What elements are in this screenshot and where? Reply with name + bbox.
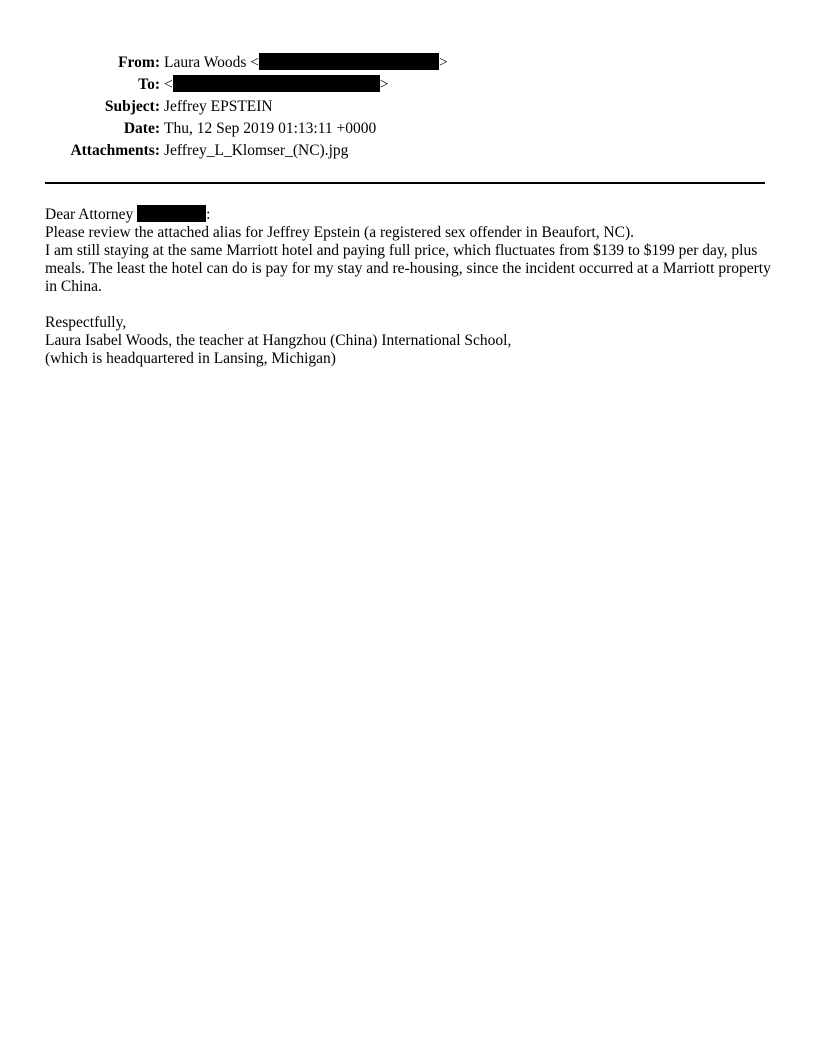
attachments-value: Jeffrey_L_Klomser_(NC).jpg	[164, 142, 349, 159]
body-line-1: Please review the attached alias for Jeffrey Epstein (a registered sex offender in Beaufort, NC).	[45, 224, 635, 241]
attachments-label: Attachments:	[70, 142, 160, 159]
header-divider	[45, 182, 765, 184]
greeting-suffix: :	[206, 206, 211, 223]
email-body	[45, 205, 775, 368]
signature-line-2: (which is headquartered in Lansing, Michigan)	[45, 350, 336, 367]
from-row	[0, 52, 816, 74]
attachments-row	[0, 140, 816, 162]
closing: Respectfully,	[45, 314, 127, 331]
date-value: Thu, 12 Sep 2019 01:13:11 +0000	[164, 120, 377, 137]
subject-value: Jeffrey EPSTEIN	[164, 98, 273, 115]
redacted-email-block	[173, 75, 380, 92]
from-close: >	[439, 54, 448, 71]
email-header	[0, 52, 816, 162]
subject-label: Subject:	[104, 98, 160, 115]
from-name: Laura Woods <	[164, 54, 260, 71]
body-line-2: I am still staying at the same Marriott hotel and paying full price, which fluctuates from $139 to $199 per day, plus meals. The least the hotel can do is pay for my stay and re-housing, since the incident occurred at a Marriott property in China.	[45, 242, 771, 295]
greeting	[45, 205, 775, 224]
paragraph-gap	[45, 296, 775, 314]
to-label: To:	[138, 76, 160, 93]
signature-line-1: Laura Isabel Woods, the teacher at Hangzhou (China) International School,	[45, 332, 512, 349]
redacted-name-block	[137, 205, 206, 222]
to-open: <	[164, 76, 173, 93]
from-label: From:	[118, 54, 160, 71]
date-row	[0, 118, 816, 140]
date-label: Date:	[123, 120, 160, 137]
redacted-email-block	[259, 53, 439, 70]
subject-row	[0, 96, 816, 118]
to-row	[0, 74, 816, 96]
from-value	[164, 52, 448, 74]
to-close: >	[379, 76, 389, 93]
to-value	[164, 74, 389, 96]
greeting-prefix: Dear Attorney	[45, 206, 138, 223]
